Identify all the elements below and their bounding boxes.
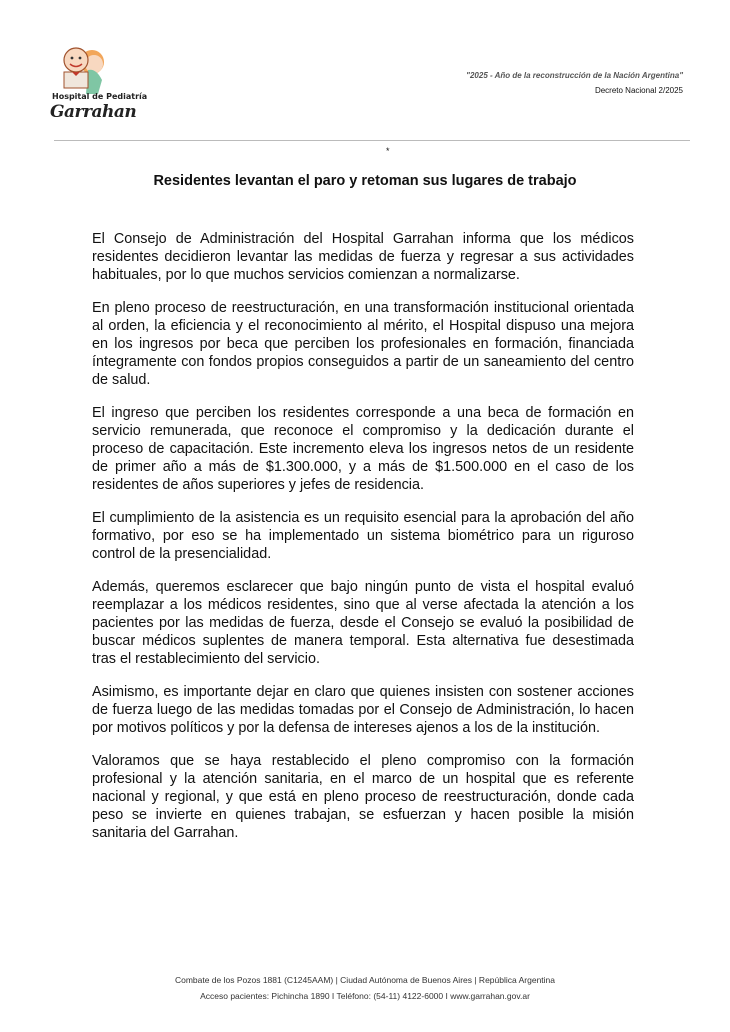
paragraph: Asimismo, es importante dejar en claro que quienes insisten con sostener acciones de fuerza luego de las medidas tomadas por el Consejo de Administración, lo hacen por motivos políticos y por la defensa de intereses ajenos a los de la institución. — [92, 684, 634, 736]
decree-reference: Decreto Nacional 2/2025 — [594, 86, 683, 95]
paragraph: Valoramos que se haya restablecido el pleno compromiso con la formación profesional y la atención sanitaria, en el marco de un hospital que es referente nacional y regional, y que está en pleno proceso de reestructuración, donde cada peso se invierte en quienes trabajan, se esfuerzan y hacen posible la misión sanitaria del Garrahan. — [92, 753, 634, 841]
header-divider — [54, 140, 690, 141]
year-motto: "2025 - Año de la reconstrucción de la Nación Argentina" — [466, 71, 683, 80]
logo-name: Garrahan — [50, 102, 137, 122]
paragraph: El cumplimiento de la asistencia es un requisito esencial para la aprobación del año formativo, por eso se ha implementado un sistema biométrico para un riguroso control de la presencialidad. — [92, 510, 634, 562]
paragraph: El Consejo de Administración del Hospital Garrahan informa que los médicos residentes decidieron levantar las medidas de fuerza y regresar a sus actividades habituales, por lo que muchos servicios comienzan a normalizarse. — [92, 231, 634, 283]
document-body — [92, 230, 634, 857]
separator-mark: * — [386, 146, 390, 156]
document-title: Residentes levantan el paro y retoman sus lugares de trabajo — [153, 173, 577, 189]
footer-address: Combate de los Pozos 1881 (C1245AAM) | Ciudad Autónoma de Buenos Aires | República Argentina — [174, 975, 556, 985]
footer-contact: Acceso pacientes: Pichincha 1890 I Teléfono: (54-11) 4122-6000 I www.garrahan.gov.ar — [200, 991, 530, 1001]
paragraph: En pleno proceso de reestructuración, en una transformación institucional orientada al orden, la eficiencia y el reconocimiento al mérito, el Hospital dispuso una mejora en los ingresos por beca que perciben los profesionales en formación, financiada íntegramente con fondos propios conseguidos a partir de un saneamiento del centro de salud. — [92, 300, 634, 388]
logo-subtitle: Hospital de Pediatría — [52, 92, 148, 101]
paragraph: Además, queremos esclarecer que bajo ningún punto de vista el hospital evaluó reemplazar a los médicos residentes, sino que al verse afectada la atención a los pacientes por las medidas de fuerza, desde el Consejo se evaluó la posibilidad de buscar médicos suplentes de manera temporal. Esta alternativa fue desestimada tras el restablecimiento del servicio. — [92, 579, 634, 667]
paragraph: El ingreso que perciben los residentes corresponde a una beca de formación en servicio remunerada, que reconoce el compromiso y la dedicación durante el proceso de capacitación. Este incremento eleva los ingresos netos de un residente de primer año a más de $1.300.000, y a más de $1.500.000 en el caso de los residentes de años superiores y jefes de residencia. — [92, 405, 634, 493]
